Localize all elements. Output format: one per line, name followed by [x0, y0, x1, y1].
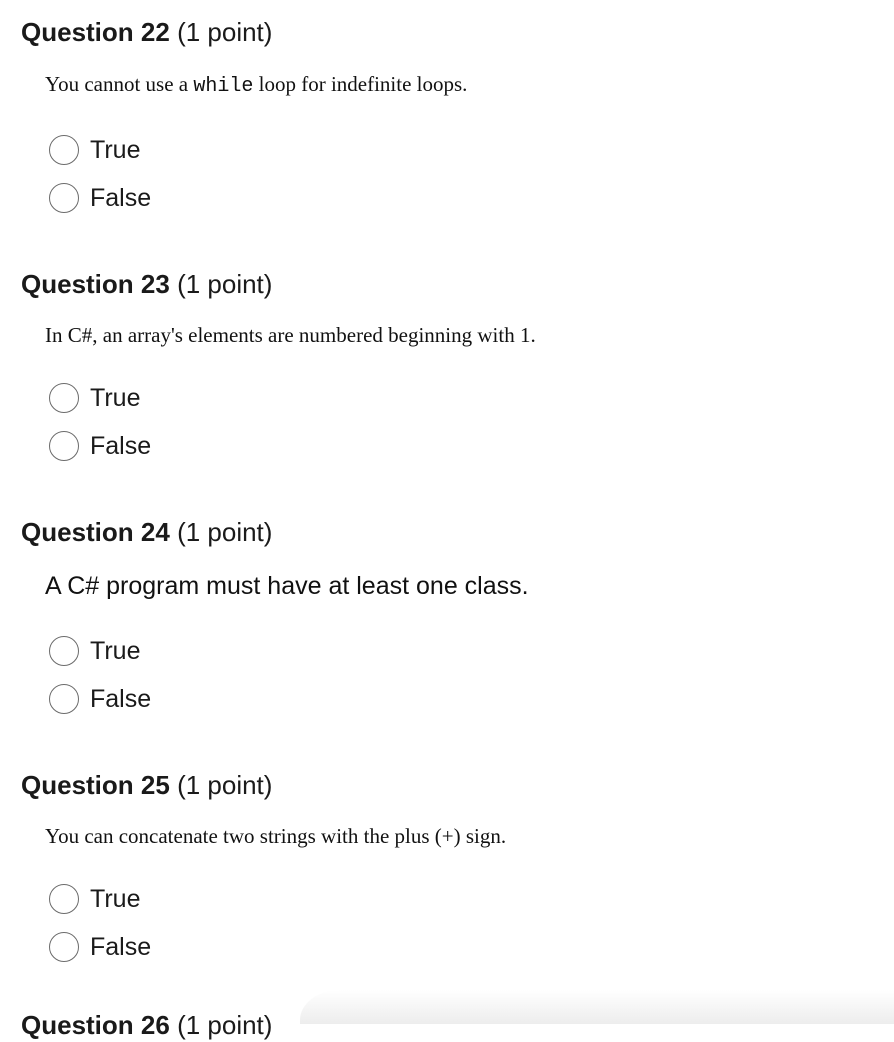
option-false[interactable] [49, 682, 151, 716]
bottom-overlay-shadow [300, 990, 894, 1024]
radio-button-true[interactable] [49, 383, 79, 413]
question-number: Question 26 [21, 1010, 170, 1040]
option-true[interactable] [49, 634, 140, 668]
option-true[interactable] [49, 381, 140, 415]
question-title [21, 15, 272, 49]
option-false[interactable] [49, 930, 151, 964]
radio-button-false[interactable] [49, 684, 79, 714]
question-number: Question 25 [21, 770, 170, 800]
question-points: (1 point) [177, 17, 273, 47]
option-label: False [90, 432, 152, 460]
option-true[interactable] [49, 133, 140, 167]
question-points: (1 point) [177, 517, 273, 547]
option-label: True [90, 384, 141, 412]
question-text: In C#, an array's elements are numbered beginning with 1. [45, 323, 536, 347]
question-text: A C# program must have at least one class. [45, 572, 529, 600]
option-true[interactable] [49, 882, 140, 916]
option-label: False [90, 933, 152, 961]
question-title [21, 267, 272, 301]
radio-button-true[interactable] [49, 135, 79, 165]
option-label: True [90, 885, 141, 913]
question-text [45, 70, 467, 101]
question-text-part: You cannot use a [45, 72, 194, 96]
code-keyword: while [193, 75, 254, 98]
option-label: False [90, 184, 152, 212]
radio-button-false[interactable] [49, 183, 79, 213]
option-false[interactable] [49, 181, 151, 215]
question-text-part: loop for indefinite loops. [253, 72, 468, 96]
radio-button-true[interactable] [49, 636, 79, 666]
radio-button-true[interactable] [49, 884, 79, 914]
question-title [21, 768, 272, 802]
question-number: Question 24 [21, 517, 170, 547]
question-26-title-partial [21, 1008, 272, 1042]
option-label: False [90, 685, 152, 713]
option-false[interactable] [49, 429, 151, 463]
option-label: True [90, 136, 141, 164]
radio-button-false[interactable] [49, 431, 79, 461]
question-text: You can concatenate two strings with the plus (+) sign. [45, 824, 507, 848]
option-label: True [90, 637, 141, 665]
question-points: (1 point) [177, 770, 273, 800]
question-number: Question 22 [21, 17, 170, 47]
question-number: Question 23 [21, 269, 170, 299]
radio-button-false[interactable] [49, 932, 79, 962]
question-points: (1 point) [177, 1010, 273, 1040]
question-points: (1 point) [177, 269, 273, 299]
question-title [21, 515, 272, 549]
